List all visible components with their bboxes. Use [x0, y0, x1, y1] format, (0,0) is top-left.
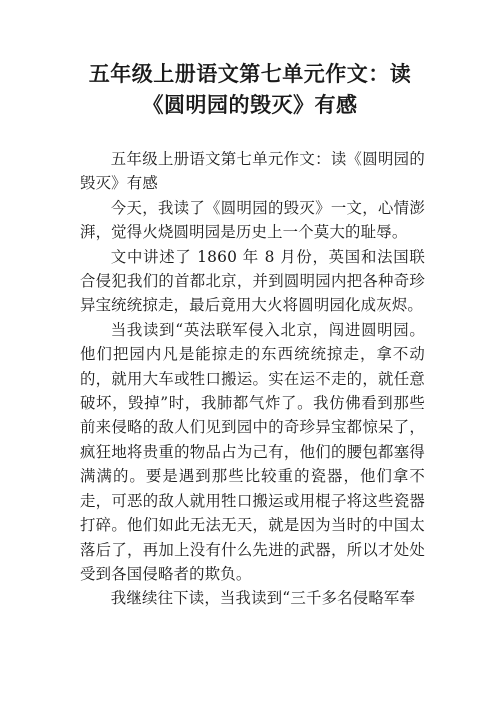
paragraph-reaction: 当我读到“英法联军侵入北京，闯进圆明园。他们把园内凡是能掠走的东西统统掠走，拿不动的，就用大车或牲口搬运。实在运不走的，就任意破坏，毁掉”时，我肺都气炸了。我仿佛看到那些前来侵略的敌人们见到园中的奇珍异宝都惊呆了，疯狂地将贵重的物品占为己有，他们的腰包都塞得满满的。要是遇到那些比较重的瓷器，他们拿不走，可恶的敌人就用牲口搬运或用棍子将这些瓷器打碎。他们如此无法无天，就是因为当时的中国太落后了，再加上没有什么先进的武器，所以才处处受到各国侵略者的欺负。: [80, 320, 425, 583]
paragraph-continue: 我继续往下读，当我读到“三千多名侵略军奉: [110, 589, 416, 608]
document-title-line-2: 《圆明园的毁灭》有感: [142, 93, 358, 117]
document-title-line-1: 五年级上册语文第七单元作文：读: [88, 62, 412, 86]
paragraph-intro: 今天，我读了《圆明园的毁灭》一文，心情澎湃，觉得火烧圆明园是历史上一个莫大的耻辱。: [80, 198, 425, 242]
paragraph-heading-repeat: 五年级上册语文第七单元作文：读《圆明园的毁灭》有感: [80, 150, 425, 193]
paragraph-history: 文中讲述了 1860 年 8 月份，英国和法国联合侵犯我们的首都北京，并到圆明园内把各种奇珍异宝统统掠走，最后竟用大火将圆明园化成灰烬。: [80, 247, 425, 315]
document-body: [80, 147, 425, 611]
